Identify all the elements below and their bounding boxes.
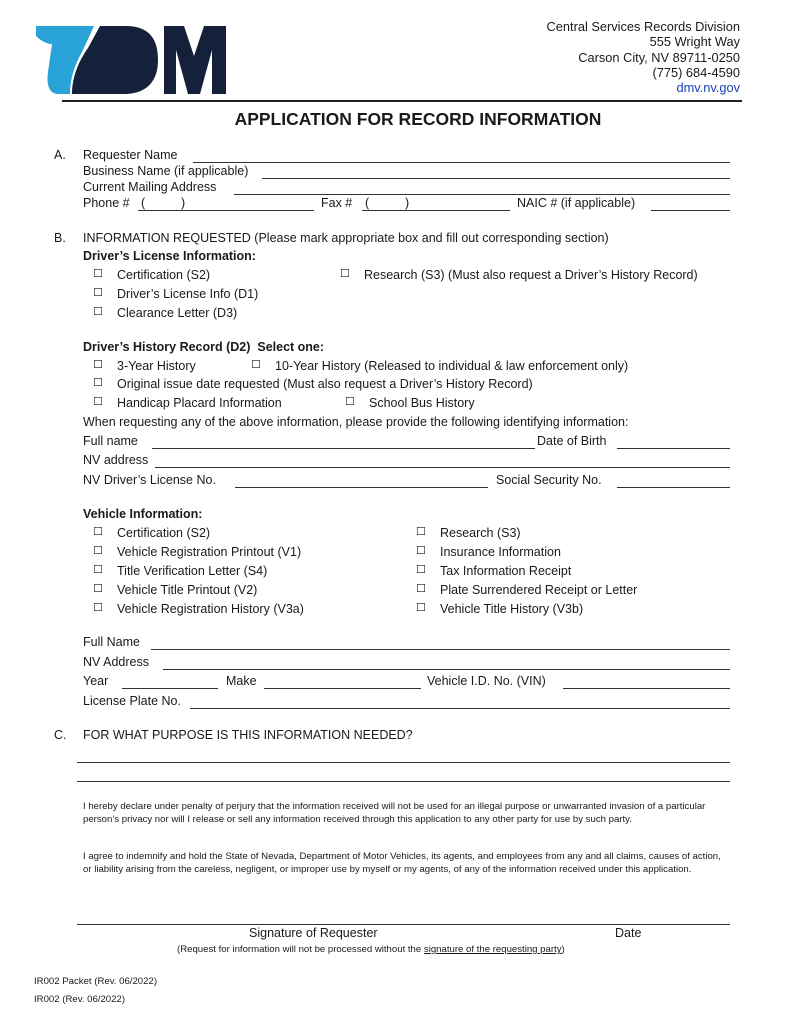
fax-paren-right: ) [405, 196, 410, 210]
handicap-label: Handicap Placard Information [117, 396, 282, 410]
indemnify-statement: I agree to indemnify and hold the State of Nevada, Department of Motor Vehicles, its agents, and employees from any and all claims, causes of action, or liability arising from the careless, negligent, or improper use by myself or my agents, of any of the information received under this application. [83, 851, 721, 875]
dob-label: Date of Birth [537, 434, 607, 448]
dmv-logo [34, 22, 234, 96]
date-label: Date [615, 926, 642, 940]
vehicle-research-checkbox[interactable]: ☐ [416, 525, 426, 538]
registration-history-label: Vehicle Registration History (V3a) [117, 602, 304, 616]
section-b-letter: B. [54, 231, 66, 245]
vehicle-full-name-label: Full Name [83, 635, 140, 649]
nv-dl-no-label: NV Driver’s License No. [83, 473, 216, 487]
phone-paren-right: ) [181, 196, 186, 210]
agency-phone: (775) 684-4590 [652, 64, 740, 80]
fax-label: Fax # [321, 196, 353, 210]
tax-receipt-label: Tax Information Receipt [440, 564, 572, 578]
registration-history-checkbox[interactable]: ☐ [93, 601, 103, 614]
form-revision: IR002 (Rev. 06/2022) [34, 994, 126, 1005]
fax-field[interactable] [362, 210, 510, 211]
dl-clearance-checkbox[interactable]: ☐ [93, 305, 103, 318]
license-plate-field[interactable] [190, 708, 730, 709]
dl-info-label: Driver’s License Info (D1) [117, 287, 259, 301]
handicap-checkbox[interactable]: ☐ [93, 395, 103, 408]
agency-address [547, 19, 740, 95]
vehicle-certification-label: Certification (S2) [117, 526, 211, 540]
vehicle-heading: Vehicle Information: [83, 507, 203, 521]
nv-address-field[interactable] [155, 467, 730, 468]
ssn-label: Social Security No. [496, 473, 602, 487]
vehicle-title-printout-checkbox[interactable]: ☐ [93, 582, 103, 595]
section-a-letter: A. [54, 148, 66, 162]
original-issue-checkbox[interactable]: ☐ [93, 376, 103, 389]
title-verification-label: Title Verification Letter (S4) [117, 564, 268, 578]
title-history-checkbox[interactable]: ☐ [416, 601, 426, 614]
dl-research-label: Research (S3) (Must also request a Driver’s History Record) [364, 268, 698, 282]
vehicle-nv-address-field[interactable] [163, 669, 730, 670]
header-rule [62, 100, 742, 102]
perjury-declaration: I hereby declare under penalty of perjury that the information received will not be used for an illegal purpose or unwarranted invasion of a particular person’s privacy nor will I release or sell any information received through this application to any other party for use by such party. [83, 801, 706, 825]
history-3yr-checkbox[interactable]: ☐ [93, 358, 103, 371]
dmv-logo-graphic [34, 22, 234, 96]
school-bus-label: School Bus History [369, 396, 475, 410]
signature-label: Signature of Requester [249, 926, 378, 940]
business-name-field[interactable] [262, 178, 730, 179]
full-name-field[interactable] [152, 448, 535, 449]
history-10yr-checkbox[interactable]: ☐ [251, 358, 261, 371]
vehicle-registration-printout-label: Vehicle Registration Printout (V1) [117, 545, 302, 559]
naic-label: NAIC # (if applicable) [517, 196, 636, 210]
vehicle-full-name-field[interactable] [151, 649, 730, 650]
dl-info-checkbox[interactable]: ☐ [93, 286, 103, 299]
fax-paren-left: ( [365, 196, 370, 210]
full-name-label: Full name [83, 434, 138, 448]
form-title: APPLICATION FOR RECORD INFORMATION [234, 109, 602, 129]
vehicle-certification-checkbox[interactable]: ☐ [93, 525, 103, 538]
make-field[interactable] [264, 688, 421, 689]
mailing-address-field[interactable] [234, 194, 730, 195]
make-label: Make [226, 674, 257, 688]
street-address: 555 Wright Way [649, 34, 740, 50]
purpose-question: FOR WHAT PURPOSE IS THIS INFORMATION NEEDED? [83, 728, 413, 742]
phone-label: Phone # [83, 196, 130, 210]
section-c-letter: C. [54, 728, 67, 742]
vin-label: Vehicle I.D. No. (VIN) [427, 674, 546, 688]
requester-name-field[interactable] [193, 162, 730, 163]
dl-certification-checkbox[interactable]: ☐ [93, 267, 103, 280]
website-link[interactable]: dmv.nv.gov [676, 80, 740, 96]
plate-surrendered-label: Plate Surrendered Receipt or Letter [440, 583, 638, 597]
city-state-zip: Carson City, NV 89711-0250 [578, 49, 740, 65]
ssn-field[interactable] [617, 487, 730, 488]
requester-name-label: Requester Name [83, 148, 178, 162]
original-issue-label: Original issue date requested (Must also request a Driver’s History Record) [117, 377, 533, 391]
school-bus-checkbox[interactable]: ☐ [345, 395, 355, 408]
phone-paren-left: ( [141, 196, 146, 210]
signature-note-emphasis: signature of the requesting party [423, 944, 562, 955]
naic-field[interactable] [651, 210, 730, 211]
year-label: Year [83, 674, 109, 688]
vehicle-research-label: Research (S3) [440, 526, 521, 540]
mailing-address-label: Current Mailing Address [83, 180, 217, 194]
dl-certification-label: Certification (S2) [117, 268, 211, 282]
title-history-label: Vehicle Title History (V3b) [440, 602, 584, 616]
identifying-instruction: When requesting any of the above information, please provide the following identifying information: [83, 415, 629, 429]
vehicle-title-printout-label: Vehicle Title Printout (V2) [117, 583, 258, 597]
insurance-info-label: Insurance Information [440, 545, 561, 559]
purpose-line-1[interactable] [77, 762, 730, 763]
tax-receipt-checkbox[interactable]: ☐ [416, 563, 426, 576]
dl-research-checkbox[interactable]: ☐ [340, 267, 350, 280]
history-10yr-label: 10-Year History (Released to individual & law enforcement only) [275, 359, 629, 373]
signature-note [177, 944, 565, 955]
phone-field[interactable] [138, 210, 314, 211]
purpose-line-2[interactable] [77, 781, 730, 782]
signature-note-prefix: (Request for information will not be processed without the [177, 944, 424, 955]
vin-field[interactable] [563, 688, 730, 689]
plate-surrendered-checkbox[interactable]: ☐ [416, 582, 426, 595]
vehicle-nv-address-label: NV Address [83, 655, 150, 669]
license-plate-label: License Plate No. [83, 694, 181, 708]
history-3yr-label: 3-Year History [117, 359, 196, 373]
nv-address-label: NV address [83, 453, 149, 467]
signature-note-suffix: ) [561, 944, 565, 955]
section-b-instruction: INFORMATION REQUESTED (Please mark appropriate box and fill out corresponding section) [83, 231, 609, 245]
division-name: Central Services Records Division [546, 19, 740, 34]
title-verification-checkbox[interactable]: ☐ [93, 563, 103, 576]
vehicle-registration-printout-checkbox[interactable]: ☐ [93, 544, 103, 557]
packet-revision: IR002 Packet (Rev. 06/2022) [34, 976, 158, 987]
business-name-label: Business Name (if applicable) [83, 164, 249, 178]
history-heading: Driver’s History Record (D2) Select one: [83, 340, 325, 354]
signature-line[interactable] [77, 924, 730, 925]
dob-field[interactable] [617, 448, 730, 449]
dl-heading: Driver’s License Information: [83, 249, 256, 263]
year-field[interactable] [122, 688, 218, 689]
nv-dl-no-field[interactable] [235, 487, 488, 488]
insurance-info-checkbox[interactable]: ☐ [416, 544, 426, 557]
dl-clearance-label: Clearance Letter (D3) [117, 306, 238, 320]
